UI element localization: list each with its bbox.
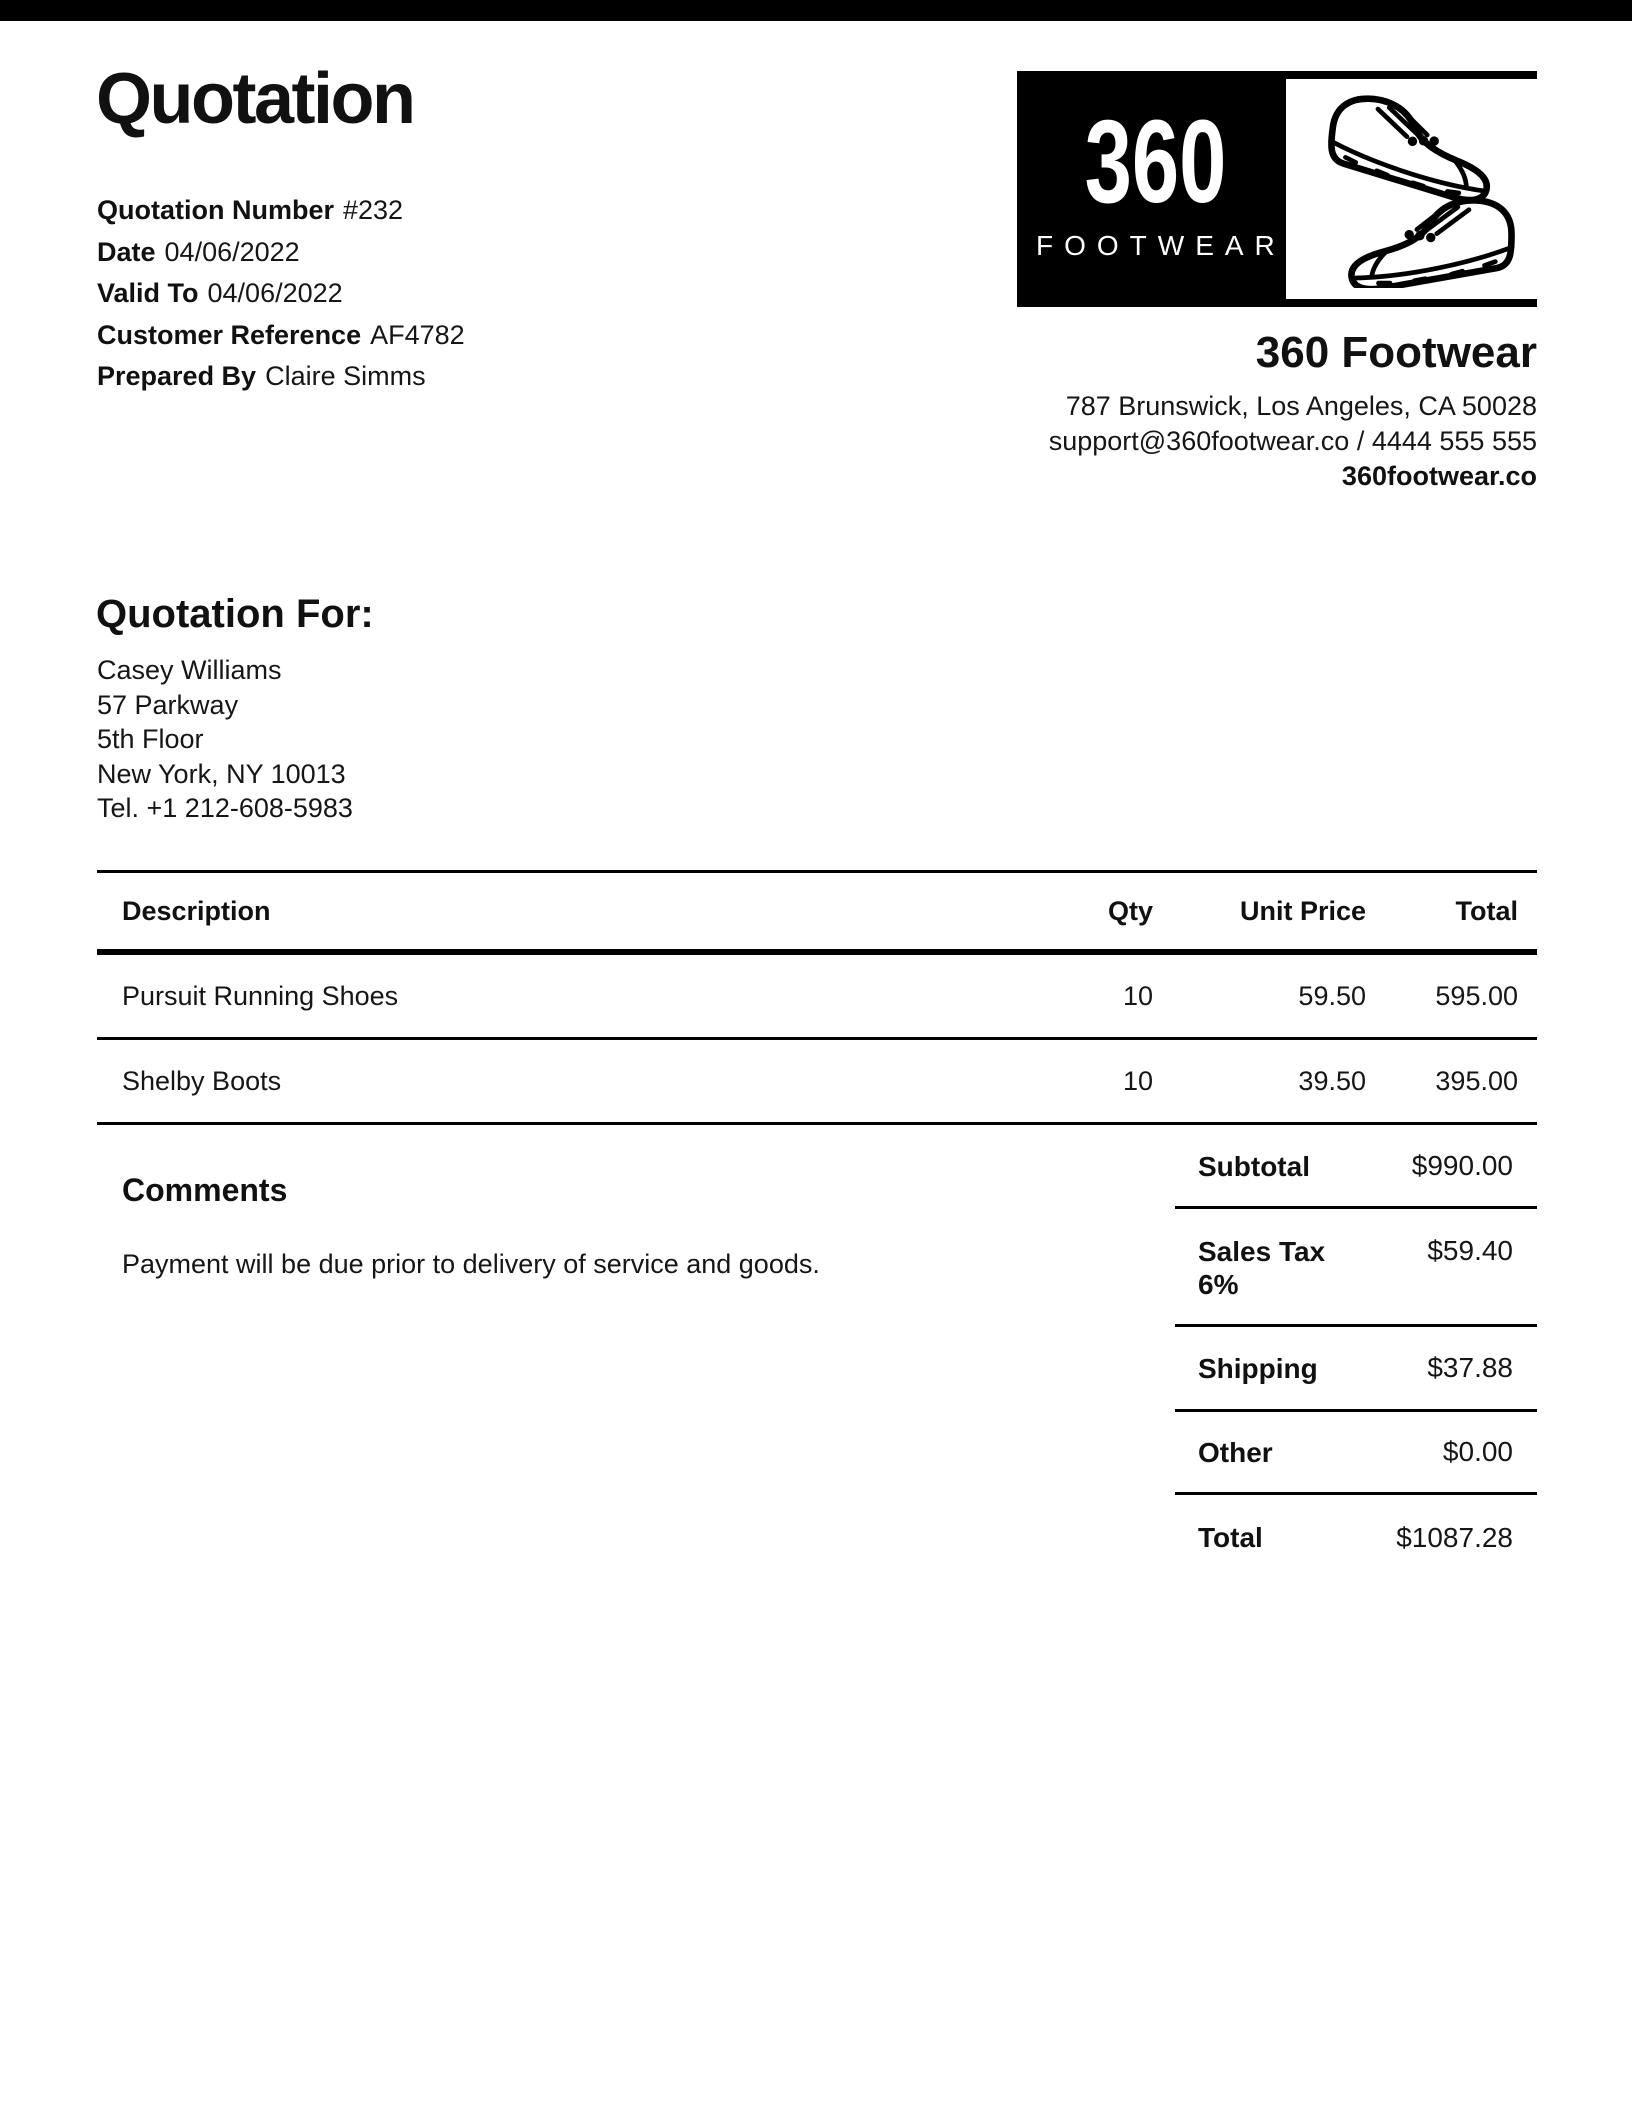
customer-name: Casey Williams (97, 655, 282, 685)
meta-value: #232 (343, 195, 404, 225)
company-website: 360footwear.co (1341, 461, 1537, 491)
other-value: $0.00 (1442, 1436, 1513, 1467)
meta-value: Claire Simms (265, 361, 426, 391)
sales-tax-label-line2: 6% (1198, 1269, 1239, 1300)
sales-tax-label (1198, 1235, 1325, 1301)
item-qty: 10 (1122, 980, 1153, 1011)
customer-street: 57 Parkway (97, 689, 239, 720)
subtotal-label: Subtotal (1198, 1150, 1310, 1182)
company-name: 360 Footwear (1255, 328, 1537, 377)
table-row (97, 955, 1537, 1040)
meta-valid-to (97, 273, 465, 315)
company-address: 787 Brunswick, Los Angeles, CA 50028 (1065, 391, 1537, 421)
meta-label: Quotation Number (97, 195, 334, 225)
meta-value: AF4782 (370, 319, 465, 350)
shipping-row (1175, 1327, 1537, 1412)
meta-label: Date (97, 236, 156, 267)
grand-total-label: Total (1198, 1522, 1263, 1553)
comments-text: Payment will be due prior to delivery of service and goods. (122, 1249, 820, 1279)
shipping-value: $37.88 (1427, 1352, 1513, 1383)
company-logo (1017, 71, 1537, 307)
item-unit-price: 39.50 (1298, 1065, 1366, 1096)
comments-heading: Comments (122, 1172, 288, 1208)
other-label: Other (1198, 1436, 1273, 1468)
customer-address-block (97, 653, 353, 826)
meta-prepared-by (97, 356, 465, 398)
comments-section (122, 1172, 1082, 1280)
meta-label: Customer Reference (97, 319, 362, 350)
quotation-for-heading: Quotation For: (96, 592, 374, 636)
table-header-row (97, 870, 1537, 955)
column-header-total: Total (1455, 895, 1518, 926)
grand-total-row (1175, 1495, 1537, 1580)
meta-label: Valid To (97, 278, 199, 308)
meta-date (97, 232, 465, 274)
customer-phone: Tel. +1 212-608-5983 (97, 793, 353, 823)
meta-quotation-number (97, 190, 465, 232)
table-row (97, 1040, 1537, 1125)
item-description: Shelby Boots (122, 1065, 282, 1096)
customer-floor: 5th Floor (97, 724, 204, 754)
customer-city: New York, NY 10013 (97, 758, 346, 789)
item-unit-price: 59.50 (1298, 980, 1366, 1011)
column-header-qty: Qty (1107, 895, 1153, 926)
sales-tax-value: $59.40 (1427, 1235, 1513, 1266)
shipping-label: Shipping (1198, 1352, 1318, 1384)
column-header-description: Description (122, 895, 271, 926)
column-header-unit-price: Unit Price (1239, 895, 1366, 926)
company-contact: support@360footwear.co / 4444 555 555 (1048, 426, 1537, 456)
subtotal-row (1175, 1126, 1537, 1209)
line-items-table (97, 870, 1537, 1125)
logo-number: 360 (1084, 95, 1227, 228)
sneakers-icon (1286, 90, 1548, 288)
quotation-meta (97, 190, 465, 398)
sales-tax-row (1175, 1209, 1537, 1327)
other-row (1175, 1412, 1537, 1495)
top-accent-bar (0, 0, 1632, 21)
sales-tax-label-line1: Sales Tax (1198, 1236, 1326, 1267)
meta-label: Prepared By (97, 361, 257, 391)
meta-customer-reference (97, 315, 465, 357)
company-info (1048, 328, 1537, 494)
page-title: Quotation (96, 59, 414, 139)
item-total: 595.00 (1435, 980, 1518, 1011)
logo-text-panel (1025, 79, 1286, 299)
subtotal-value: $990.00 (1411, 1150, 1513, 1181)
meta-value: 04/06/2022 (164, 236, 300, 267)
grand-total-value: $1087.28 (1396, 1521, 1513, 1553)
meta-value: 04/06/2022 (207, 278, 343, 308)
totals-summary (1175, 1126, 1537, 1580)
item-description: Pursuit Running Shoes (122, 980, 399, 1011)
item-total: 395.00 (1435, 1065, 1518, 1096)
logo-wordmark: FOOTWEAR (1036, 230, 1286, 262)
logo-illustration-panel (1286, 79, 1548, 299)
item-qty: 10 (1122, 1065, 1153, 1096)
